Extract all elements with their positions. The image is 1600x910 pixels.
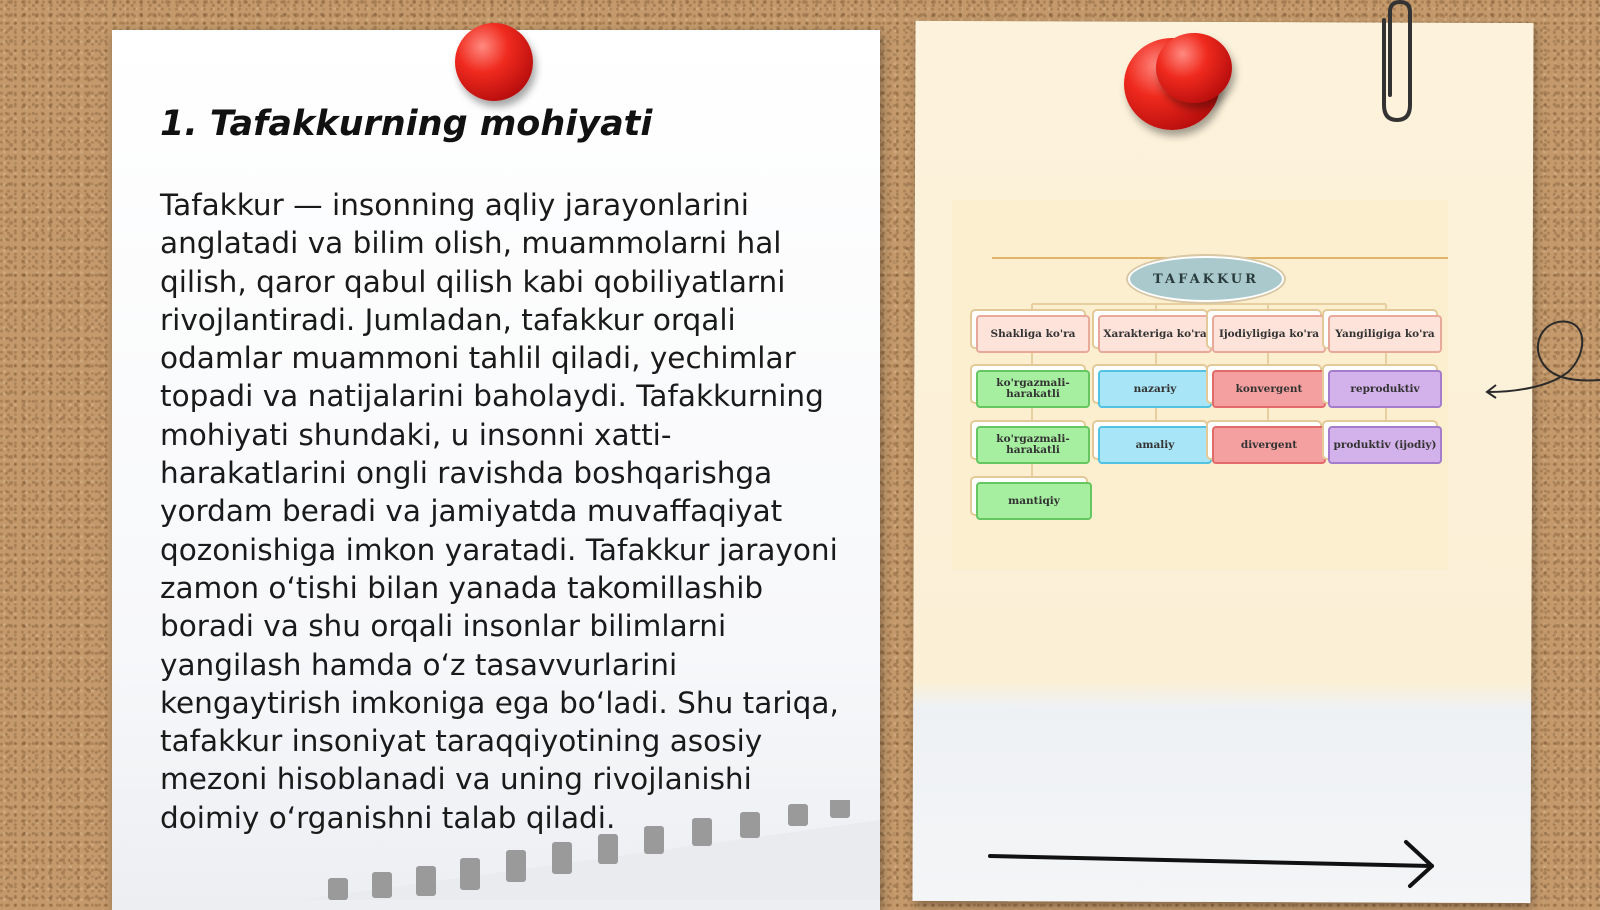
diagram-header-node: Shakliga ko'ra bbox=[976, 315, 1090, 353]
paper-clip-icon bbox=[1370, 0, 1420, 125]
diagram-header-node: Yangiligiga ko'ra bbox=[1328, 315, 1442, 353]
page-title: 1. Tafakkurning mohiyati bbox=[160, 104, 653, 144]
diagram-node-col2: amaliy bbox=[1098, 426, 1212, 464]
diagram-root-node: TAFAKKUR bbox=[1128, 256, 1284, 302]
push-pin-icon bbox=[455, 23, 533, 101]
diagram-node-col2: nazariy bbox=[1098, 370, 1212, 408]
diagram-header-node: Ijodiyligiga ko'ra bbox=[1212, 315, 1326, 353]
diagram-header-node: Xarakteriga ko'ra bbox=[1098, 315, 1212, 353]
push-pin-icon bbox=[1156, 33, 1232, 103]
curly-arrow-icon bbox=[1482, 312, 1600, 408]
diagram-node-col3: divergent bbox=[1212, 426, 1326, 464]
diagram-node-col4: produktiv (ijodiy) bbox=[1328, 426, 1442, 464]
body-paragraph: Tafakkur — insonning aqliy jarayonlarini anglatadi va bilim olish, muammolarni hal qilish, qaror qabul qilish kabi qobiliyatlarni rivojlantiradi. Jumladan, tafakkur orqali odamlar muammoni tahlil qiladi, yechimlar topadi va natijalarini baholaydi. Tafakkurning mohiyati shundaki, u insonni xatti-harakatlarini ongli ravishda boshqarishga yordam beradi va jamiyatda muvaffaqiyat qozonishiga imkon yaratadi. Tafakkur jarayoni zamon oʻtishi bilan yanada takomillashib boradi va shu orqali insonlar bilimlarni yangilash hamda oʻz tasavvurlarini kengaytirish imkoniga ega boʻladi. Shu tariqa, tafakkur insoniyat taraqqiyotining asosiy mezoni hisoblanadi va uning rivojlanishi doimiy oʻrganishni talab qiladi. bbox=[160, 188, 839, 835]
diagram-node-col1: ko'rgazmali-harakatli bbox=[976, 370, 1090, 408]
arrow-icon bbox=[986, 836, 1448, 890]
diagram-node-col3: konvergent bbox=[1212, 370, 1326, 408]
diagram-node-col1: ko'rgazmali-harakatli bbox=[976, 426, 1090, 464]
diagram-node-col4: reproduktiv bbox=[1328, 370, 1442, 408]
diagram-node-col1: mantiqiy bbox=[976, 482, 1092, 520]
